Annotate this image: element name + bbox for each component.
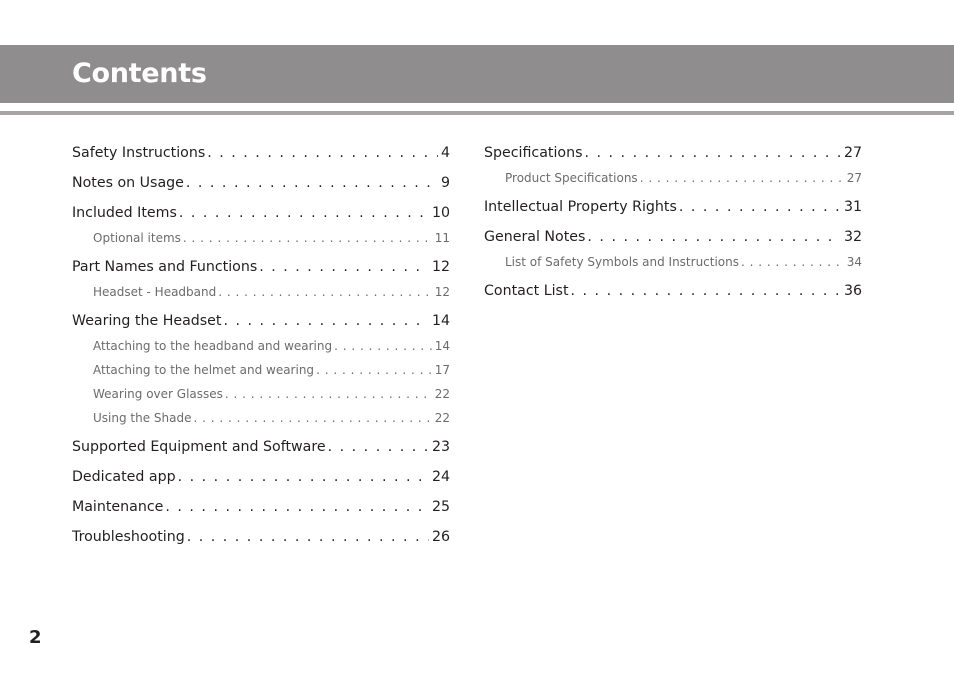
toc-subentry[interactable] bbox=[72, 362, 450, 378]
toc-subentry[interactable] bbox=[72, 386, 450, 402]
toc-entry-title: List of Safety Symbols and Instructions bbox=[505, 255, 740, 269]
toc-entry[interactable] bbox=[72, 144, 450, 162]
toc-entry[interactable] bbox=[72, 174, 450, 192]
toc-entry-page: 31 bbox=[843, 199, 862, 215]
toc-entry-title: Wearing over Glasses bbox=[93, 387, 223, 401]
toc-entry-page: 12 bbox=[434, 285, 450, 299]
toc-entry-title: Troubleshooting bbox=[72, 529, 185, 545]
toc-dot-leader bbox=[638, 170, 844, 186]
toc-entry-page: 32 bbox=[843, 229, 862, 245]
toc-entry-title: Included Items bbox=[72, 205, 177, 221]
toc-entry-title: Optional items bbox=[93, 231, 181, 245]
toc-subentry[interactable] bbox=[484, 170, 862, 186]
toc-dot-leader bbox=[585, 228, 841, 246]
toc-entry-page: 22 bbox=[434, 387, 450, 401]
toc-entry[interactable] bbox=[72, 528, 450, 546]
toc-entry-page: 25 bbox=[431, 499, 450, 515]
toc-subentry[interactable] bbox=[484, 254, 862, 270]
toc-dot-leader bbox=[677, 198, 841, 216]
toc-entry-page: 14 bbox=[434, 339, 450, 353]
toc-entry-title: Intellectual Property Rights bbox=[484, 199, 677, 215]
toc-subentry[interactable] bbox=[72, 410, 450, 426]
toc-entry-page: 22 bbox=[434, 411, 450, 425]
toc-dot-leader bbox=[739, 254, 844, 270]
toc-dot-leader bbox=[326, 438, 429, 456]
toc-dot-leader bbox=[185, 528, 429, 546]
toc-dot-leader bbox=[569, 282, 841, 300]
toc-entry-title: Using the Shade bbox=[93, 411, 192, 425]
toc-entry-page: 4 bbox=[440, 145, 450, 161]
toc-entry-page: 23 bbox=[431, 439, 450, 455]
toc-dot-leader bbox=[184, 174, 438, 192]
toc-entry[interactable] bbox=[72, 468, 450, 486]
toc-dot-leader bbox=[582, 144, 840, 162]
toc-dot-leader bbox=[314, 362, 432, 378]
toc-entry[interactable] bbox=[484, 144, 862, 162]
toc-entry-page: 17 bbox=[434, 363, 450, 377]
toc-entry-page: 26 bbox=[431, 529, 450, 545]
toc-entry-page: 12 bbox=[431, 259, 450, 275]
toc-dot-leader bbox=[163, 498, 429, 516]
page-title: Contents bbox=[72, 58, 207, 89]
toc-dot-leader bbox=[216, 284, 431, 300]
toc-subentry[interactable] bbox=[72, 284, 450, 300]
toc-dot-leader bbox=[223, 386, 432, 402]
toc-entry[interactable] bbox=[484, 282, 862, 300]
toc-dot-leader bbox=[205, 144, 438, 162]
toc-entry[interactable] bbox=[72, 258, 450, 276]
toc-entry-title: Safety Instructions bbox=[72, 145, 206, 161]
toc-subentry[interactable] bbox=[72, 338, 450, 354]
toc-entry-page: 14 bbox=[431, 313, 450, 329]
toc-entry-title: Headset - Headband bbox=[93, 285, 217, 299]
toc-entry-title: Attaching to the headband and wearing bbox=[93, 339, 333, 353]
toc-entry-title: Specifications bbox=[484, 145, 583, 161]
toc-entry-title: Notes on Usage bbox=[72, 175, 184, 191]
toc-entry-page: 9 bbox=[440, 175, 450, 191]
toc-dot-leader bbox=[257, 258, 429, 276]
toc-entry-title: Maintenance bbox=[72, 499, 164, 515]
toc-entry[interactable] bbox=[72, 498, 450, 516]
toc-dot-leader bbox=[332, 338, 432, 354]
toc-entry-title: Contact List bbox=[484, 283, 569, 299]
toc-entry-page: 27 bbox=[843, 145, 862, 161]
toc-entry-page: 11 bbox=[434, 231, 450, 245]
header-divider bbox=[0, 111, 954, 115]
toc-entry[interactable] bbox=[484, 198, 862, 216]
toc-dot-leader bbox=[177, 204, 429, 222]
toc-dot-leader bbox=[192, 410, 432, 426]
toc-entry-page: 27 bbox=[846, 171, 862, 185]
toc-entry-title: Supported Equipment and Software bbox=[72, 439, 326, 455]
toc-dot-leader bbox=[181, 230, 432, 246]
toc-entry-title: Dedicated app bbox=[72, 469, 176, 485]
toc-entry-title: Wearing the Headset bbox=[72, 313, 222, 329]
toc-entry-title: General Notes bbox=[484, 229, 586, 245]
page-number: 2 bbox=[29, 627, 42, 648]
toc-dot-leader bbox=[176, 468, 429, 486]
toc-entry-page: 10 bbox=[431, 205, 450, 221]
toc-entry[interactable] bbox=[72, 312, 450, 330]
toc-entry-page: 36 bbox=[843, 283, 862, 299]
toc-entry-title: Part Names and Functions bbox=[72, 259, 258, 275]
toc-entry[interactable] bbox=[72, 204, 450, 222]
toc-entry-page: 24 bbox=[431, 469, 450, 485]
toc-subentry[interactable] bbox=[72, 230, 450, 246]
toc-dot-leader bbox=[221, 312, 428, 330]
toc-entry[interactable] bbox=[72, 438, 450, 456]
toc-entry-title: Product Specifications bbox=[505, 171, 638, 185]
toc-entry-title: Attaching to the helmet and wearing bbox=[93, 363, 315, 377]
toc-entry-page: 34 bbox=[846, 255, 862, 269]
toc-entry[interactable] bbox=[484, 228, 862, 246]
